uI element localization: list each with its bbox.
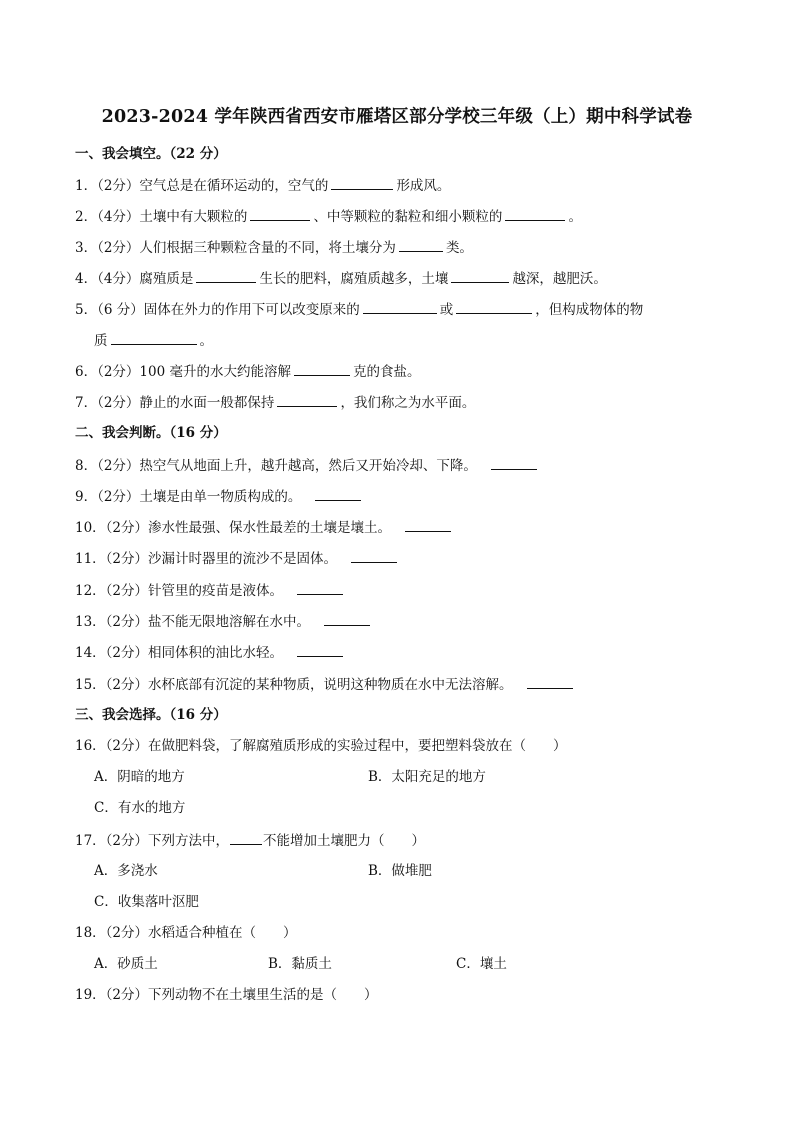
answer-blank[interactable] [505, 207, 565, 221]
answer-blank[interactable] [405, 518, 451, 532]
answer-blank[interactable] [111, 331, 197, 345]
question-text: 克的食盐。 [353, 364, 421, 380]
option-b[interactable]: B．做堆肥 [368, 863, 432, 879]
section-heading-choice: 三、我会选择。（16 分） [75, 707, 227, 723]
question-text: 14．（2分）相同体积的油比水轻。 [75, 645, 284, 661]
question-6 [75, 362, 421, 381]
question-8 [75, 456, 540, 475]
question-text: 4．（4分）腐殖质是 [75, 271, 194, 287]
answer-blank[interactable] [456, 300, 532, 314]
answer-blank[interactable] [351, 549, 397, 563]
answer-blank[interactable] [230, 831, 262, 845]
question-text: 9．（2分）土壤是由单一物质构成的。 [75, 489, 302, 505]
question-10 [75, 518, 454, 537]
option-b[interactable]: B．黏质土 [268, 956, 332, 972]
question-14 [75, 643, 346, 662]
question-13 [75, 612, 373, 631]
answer-blank[interactable] [297, 581, 343, 595]
option-a[interactable]: A．砂质土 [94, 956, 158, 972]
answer-blank[interactable] [527, 675, 573, 689]
question-text: 1．（2分）空气总是在循环运动的，空气的 [75, 178, 329, 194]
question-text: 。 [199, 333, 213, 349]
answer-blank[interactable] [363, 300, 437, 314]
question-5 [75, 300, 643, 319]
answer-blank[interactable] [331, 176, 393, 190]
question-text: ，但构成物体的物 [535, 302, 644, 318]
question-text: 11．（2分）沙漏计时器里的流沙不是固体。 [75, 551, 338, 567]
question-1 [75, 176, 450, 195]
answer-blank[interactable] [277, 393, 337, 407]
question-text: 5．（6 分）固体在外力的作用下可以改变原来的 [75, 302, 360, 318]
page-title: 2023-2024 学年陕西省西安市雁塔区部分学校三年级（上）期中科学试卷 [101, 107, 693, 127]
question-19: 19．（2分）下列动物不在土壤里生活的是（ ） [75, 987, 378, 1003]
question-text: 3．（2分）人们根据三种颗粒含量的不同，将土壤分为 [75, 240, 396, 256]
answer-blank[interactable] [324, 612, 370, 626]
question-2 [75, 207, 582, 226]
question-text: 形成风。 [396, 178, 451, 194]
question-text: 、中等颗粒的黏粒和细小颗粒的 [313, 209, 503, 225]
answer-blank[interactable] [196, 269, 256, 283]
answer-blank[interactable] [451, 269, 509, 283]
question-text: 13．（2分）盐不能无限地溶解在水中。 [75, 614, 311, 630]
section-heading-judge: 二、我会判断。（16 分） [75, 425, 227, 441]
question-text: 或 [439, 302, 454, 318]
question-text: ，我们称之为水平面。 [340, 395, 476, 411]
answer-blank[interactable] [297, 643, 343, 657]
question-15 [75, 675, 576, 694]
question-text: 生长的肥料，腐殖质越多，土壤 [259, 271, 449, 287]
question-11 [75, 549, 400, 568]
question-9 [75, 487, 364, 506]
question-text: 不能增加土壤肥力（ ） [263, 833, 426, 849]
question-16: 16．（2分）在做肥料袋，了解腐殖质形成的实验过程中，要把塑料袋放在（ ） [75, 738, 567, 754]
question-text: 6．（2分）100 毫升的水大约能溶解 [75, 364, 291, 380]
question-text: 质 [94, 333, 108, 349]
answer-blank[interactable] [315, 487, 361, 501]
option-c[interactable]: C．壤土 [456, 956, 507, 972]
option-c[interactable]: C．有水的地方 [94, 800, 186, 816]
question-text: 越深，越肥沃。 [512, 271, 607, 287]
question-text: 。 [568, 209, 582, 225]
question-4 [75, 269, 607, 288]
question-12 [75, 581, 346, 600]
answer-blank[interactable] [294, 362, 350, 376]
question-text: 7．（2分）静止的水面一般都保持 [75, 395, 275, 411]
question-5-continued [94, 331, 213, 350]
question-18: 18．（2分）水稻适合种植在（ ） [75, 925, 297, 941]
answer-blank[interactable] [399, 238, 443, 252]
question-7 [75, 393, 475, 412]
option-c[interactable]: C．收集落叶沤肥 [94, 894, 199, 910]
question-3 [75, 238, 473, 257]
question-text: 10．（2分）渗水性最强、保水性最差的土壤是壤土。 [75, 520, 392, 536]
question-text: 类。 [445, 240, 473, 256]
question-text: 12．（2分）针管里的疫苗是液体。 [75, 583, 284, 599]
option-a[interactable]: A．阴暗的地方 [94, 769, 185, 785]
option-b[interactable]: B．太阳充足的地方 [368, 769, 486, 785]
question-text: 8．（2分）热空气从地面上升，越升越高，然后又开始冷却、下降。 [75, 458, 477, 474]
option-a[interactable]: A．多浇水 [94, 863, 158, 879]
section-heading-fill: 一、我会填空。（22 分） [75, 146, 227, 162]
question-text: 17．（2分）下列方法中， [75, 833, 230, 849]
question-17 [75, 831, 425, 850]
question-text: 15．（2分）水杯底部有沉淀的某种物质，说明这种物质在水中无法溶解。 [75, 677, 513, 693]
question-text: 2．（4分）土壤中有大颗粒的 [75, 209, 248, 225]
answer-blank[interactable] [491, 456, 537, 470]
answer-blank[interactable] [250, 207, 310, 221]
